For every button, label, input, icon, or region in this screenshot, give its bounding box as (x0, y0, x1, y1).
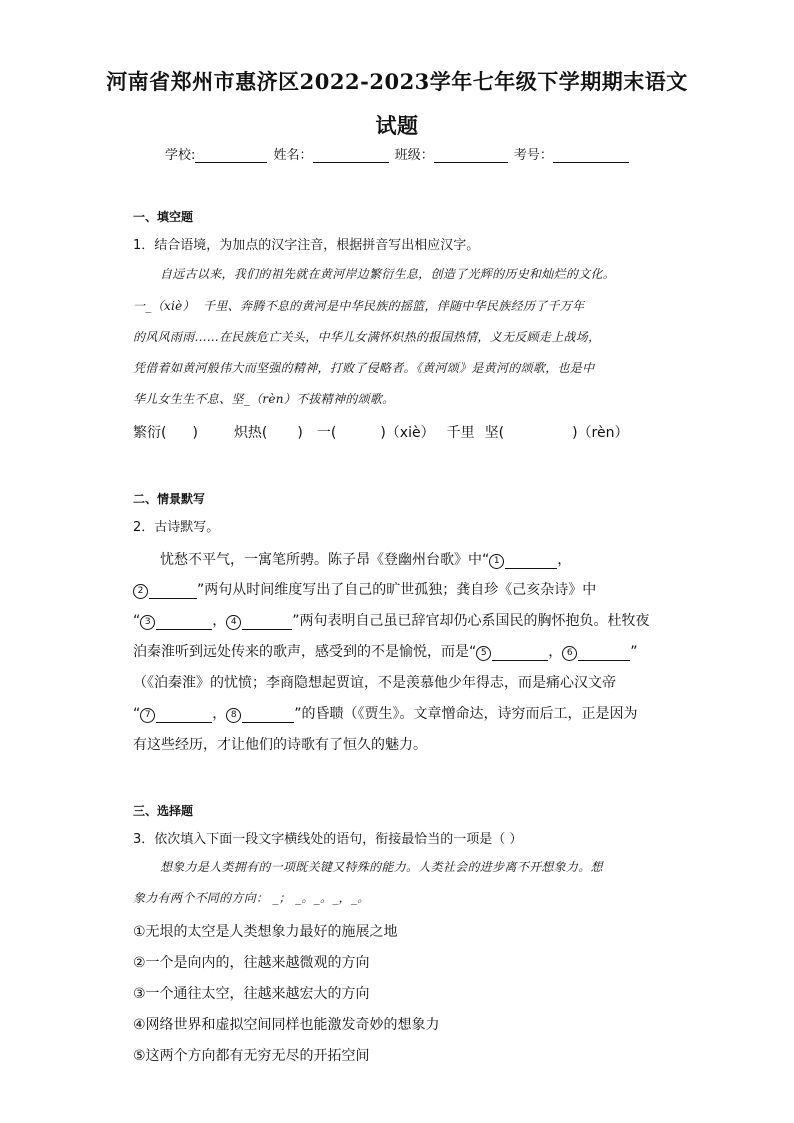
poem-text: “ (133, 706, 141, 722)
blank-number-7: 7 (140, 708, 155, 723)
passage-text: 一 (133, 299, 146, 313)
answer-ren-open: 坚( (484, 425, 505, 441)
q2-line6 (133, 703, 663, 723)
poem-text: 泊秦淮听到远处传来的歌声，感受到的不是愉悦，而是“ (133, 644, 477, 660)
q3-option-2: ②一个是向内的，往越来越微观的方向 (133, 955, 370, 971)
poem-text: ， (212, 613, 227, 629)
q3-stem: 3．依次填入下面一段文字横线处的语句，衔接最恰当的一项是（ ） (133, 832, 523, 847)
poem-text: ， (548, 644, 563, 660)
name-label: 姓名： (273, 148, 313, 163)
poem-text: ”的昏聩（《贾生》。文章憎命达，诗穷而后工，正是因为 (294, 706, 638, 722)
blank-number-2: 2 (133, 584, 148, 599)
school-label: 学校: (165, 148, 196, 163)
q1-passage-line2 (133, 297, 663, 314)
section2-heading: 二、情景默写 (133, 492, 206, 506)
blank-number-3: 3 (140, 615, 155, 630)
poem-blank-4[interactable] (242, 613, 292, 630)
q2-line4 (133, 641, 663, 661)
q2-line5: （《泊秦淮》的忧愤；李商隐想起贾谊，不是羡慕他少年得志，而是痛心汉文帝 (133, 675, 616, 691)
answer-fanyan-open: 繁衍( (133, 425, 167, 441)
q3-passage-line2: 象力有两个不同的方向： _； _。_。_，_。 (133, 891, 370, 905)
q2-line3 (133, 610, 663, 630)
exam-number-label: 考号： (513, 148, 553, 163)
q1-stem: 1．结合语境，为加点的汉字注音，根据拼音写出相应汉字。 (133, 238, 480, 253)
q2-line1 (160, 549, 690, 569)
q1-passage-line4: 凭借着如黄河般伟大而坚强的精神，打败了侵略者。《黄河颂》是黄河的颂歌，也是中 (133, 361, 595, 375)
pinyin-blank-xie[interactable]: _（xiè） (145, 299, 195, 313)
poem-blank-8[interactable] (242, 706, 294, 723)
answer-chire-open: 炽热( (233, 425, 268, 441)
poem-text: “ (133, 613, 141, 629)
poem-blank-5[interactable] (492, 644, 548, 661)
class-blank[interactable] (434, 149, 508, 163)
poem-blank-2[interactable] (149, 582, 197, 599)
poem-text: ”两句从时间维度写出了自己的旷世孤独；龚自珍《己亥杂诗》中 (197, 582, 597, 598)
class-label: 班级： (394, 148, 434, 163)
q2-line2 (133, 579, 663, 599)
q1-passage-line5 (133, 390, 663, 407)
poem-blank-1[interactable] (505, 552, 557, 569)
blank-number-6: 6 (562, 646, 577, 661)
poem-text: ， (212, 706, 227, 722)
pinyin-blank-ren[interactable]: _（rèn）不拔精神的颂歌。 (243, 392, 395, 406)
school-blank[interactable] (195, 149, 267, 163)
poem-blank-3[interactable] (156, 613, 212, 630)
poem-blank-7[interactable] (156, 706, 212, 723)
exam-number-blank[interactable] (553, 149, 629, 163)
poem-text: 忧愁不平气，一寓笔所骋。陈子昂《登幽州台歌》中“ (160, 552, 490, 568)
poem-text: ” (630, 644, 638, 660)
poem-text: ”两句表明自己虽已辞官却仍心系国民的胸怀抱负。杜牧夜 (292, 613, 650, 629)
passage-text: 千里、奔腾不息的黄河是中华民族的摇篮，伴随中华民族经历了千万年 (203, 299, 585, 313)
answer-ren-close: )（rèn） (572, 425, 629, 441)
answer-chire-close: ) (297, 425, 303, 441)
q3-passage-line1: 想象力是人类拥有的一项既关键又特殊的能力。人类社会的进步离不开想象力。想 (160, 860, 603, 874)
blank-number-4: 4 (226, 615, 241, 630)
q3-option-5: ⑤这两个方向都有无穷无尽的开拓空间 (133, 1048, 370, 1064)
answer-fanyan-close: ) (192, 425, 198, 441)
q2-line7: 有这些经历，才让他们的诗歌有了恒久的魅力。 (133, 737, 427, 753)
q2-stem: 2．古诗默写。 (133, 520, 220, 535)
q3-option-4: ④网络世界和虚拟空间同样也能激发奇妙的想象力 (133, 1017, 440, 1033)
answer-xie-close: )（xiè） (380, 425, 435, 441)
section1-heading: 一、填空题 (133, 210, 194, 224)
poem-text: ， (557, 552, 572, 568)
answer-xie-open: 一( (316, 425, 337, 441)
blank-number-1: 1 (489, 554, 504, 569)
blank-number-8: 8 (226, 708, 241, 723)
passage-text: 华儿女生生不息、坚 (133, 392, 244, 406)
exam-title-line1: 河南省郑州市惠济区2022-2023学年七年级下学期期末语文 (106, 69, 688, 94)
q3-option-3: ③一个通往太空，往越来越宏大的方向 (133, 986, 370, 1002)
poem-blank-6[interactable] (578, 644, 630, 661)
blank-number-5: 5 (476, 646, 491, 661)
section3-heading: 三、选择题 (133, 804, 194, 818)
q1-passage-line1: 自远古以来，我们的祖先就在黄河岸边繁衍生息，创造了光辉的历史和灿烂的文化。 (160, 267, 616, 281)
student-info-row (165, 144, 631, 163)
exam-title-line2: 试题 (375, 113, 419, 138)
name-blank[interactable] (313, 149, 389, 163)
q1-passage-line3: 的风风雨雨……在民族危亡关头，中华儿女满怀炽热的报国热情，义无反顾走上战场， (133, 330, 601, 344)
q1-answer-row (133, 422, 663, 442)
q3-option-1: ①无垠的太空是人类想象力最好的施展之地 (133, 924, 398, 940)
answer-qianli: 千里 (446, 425, 475, 441)
